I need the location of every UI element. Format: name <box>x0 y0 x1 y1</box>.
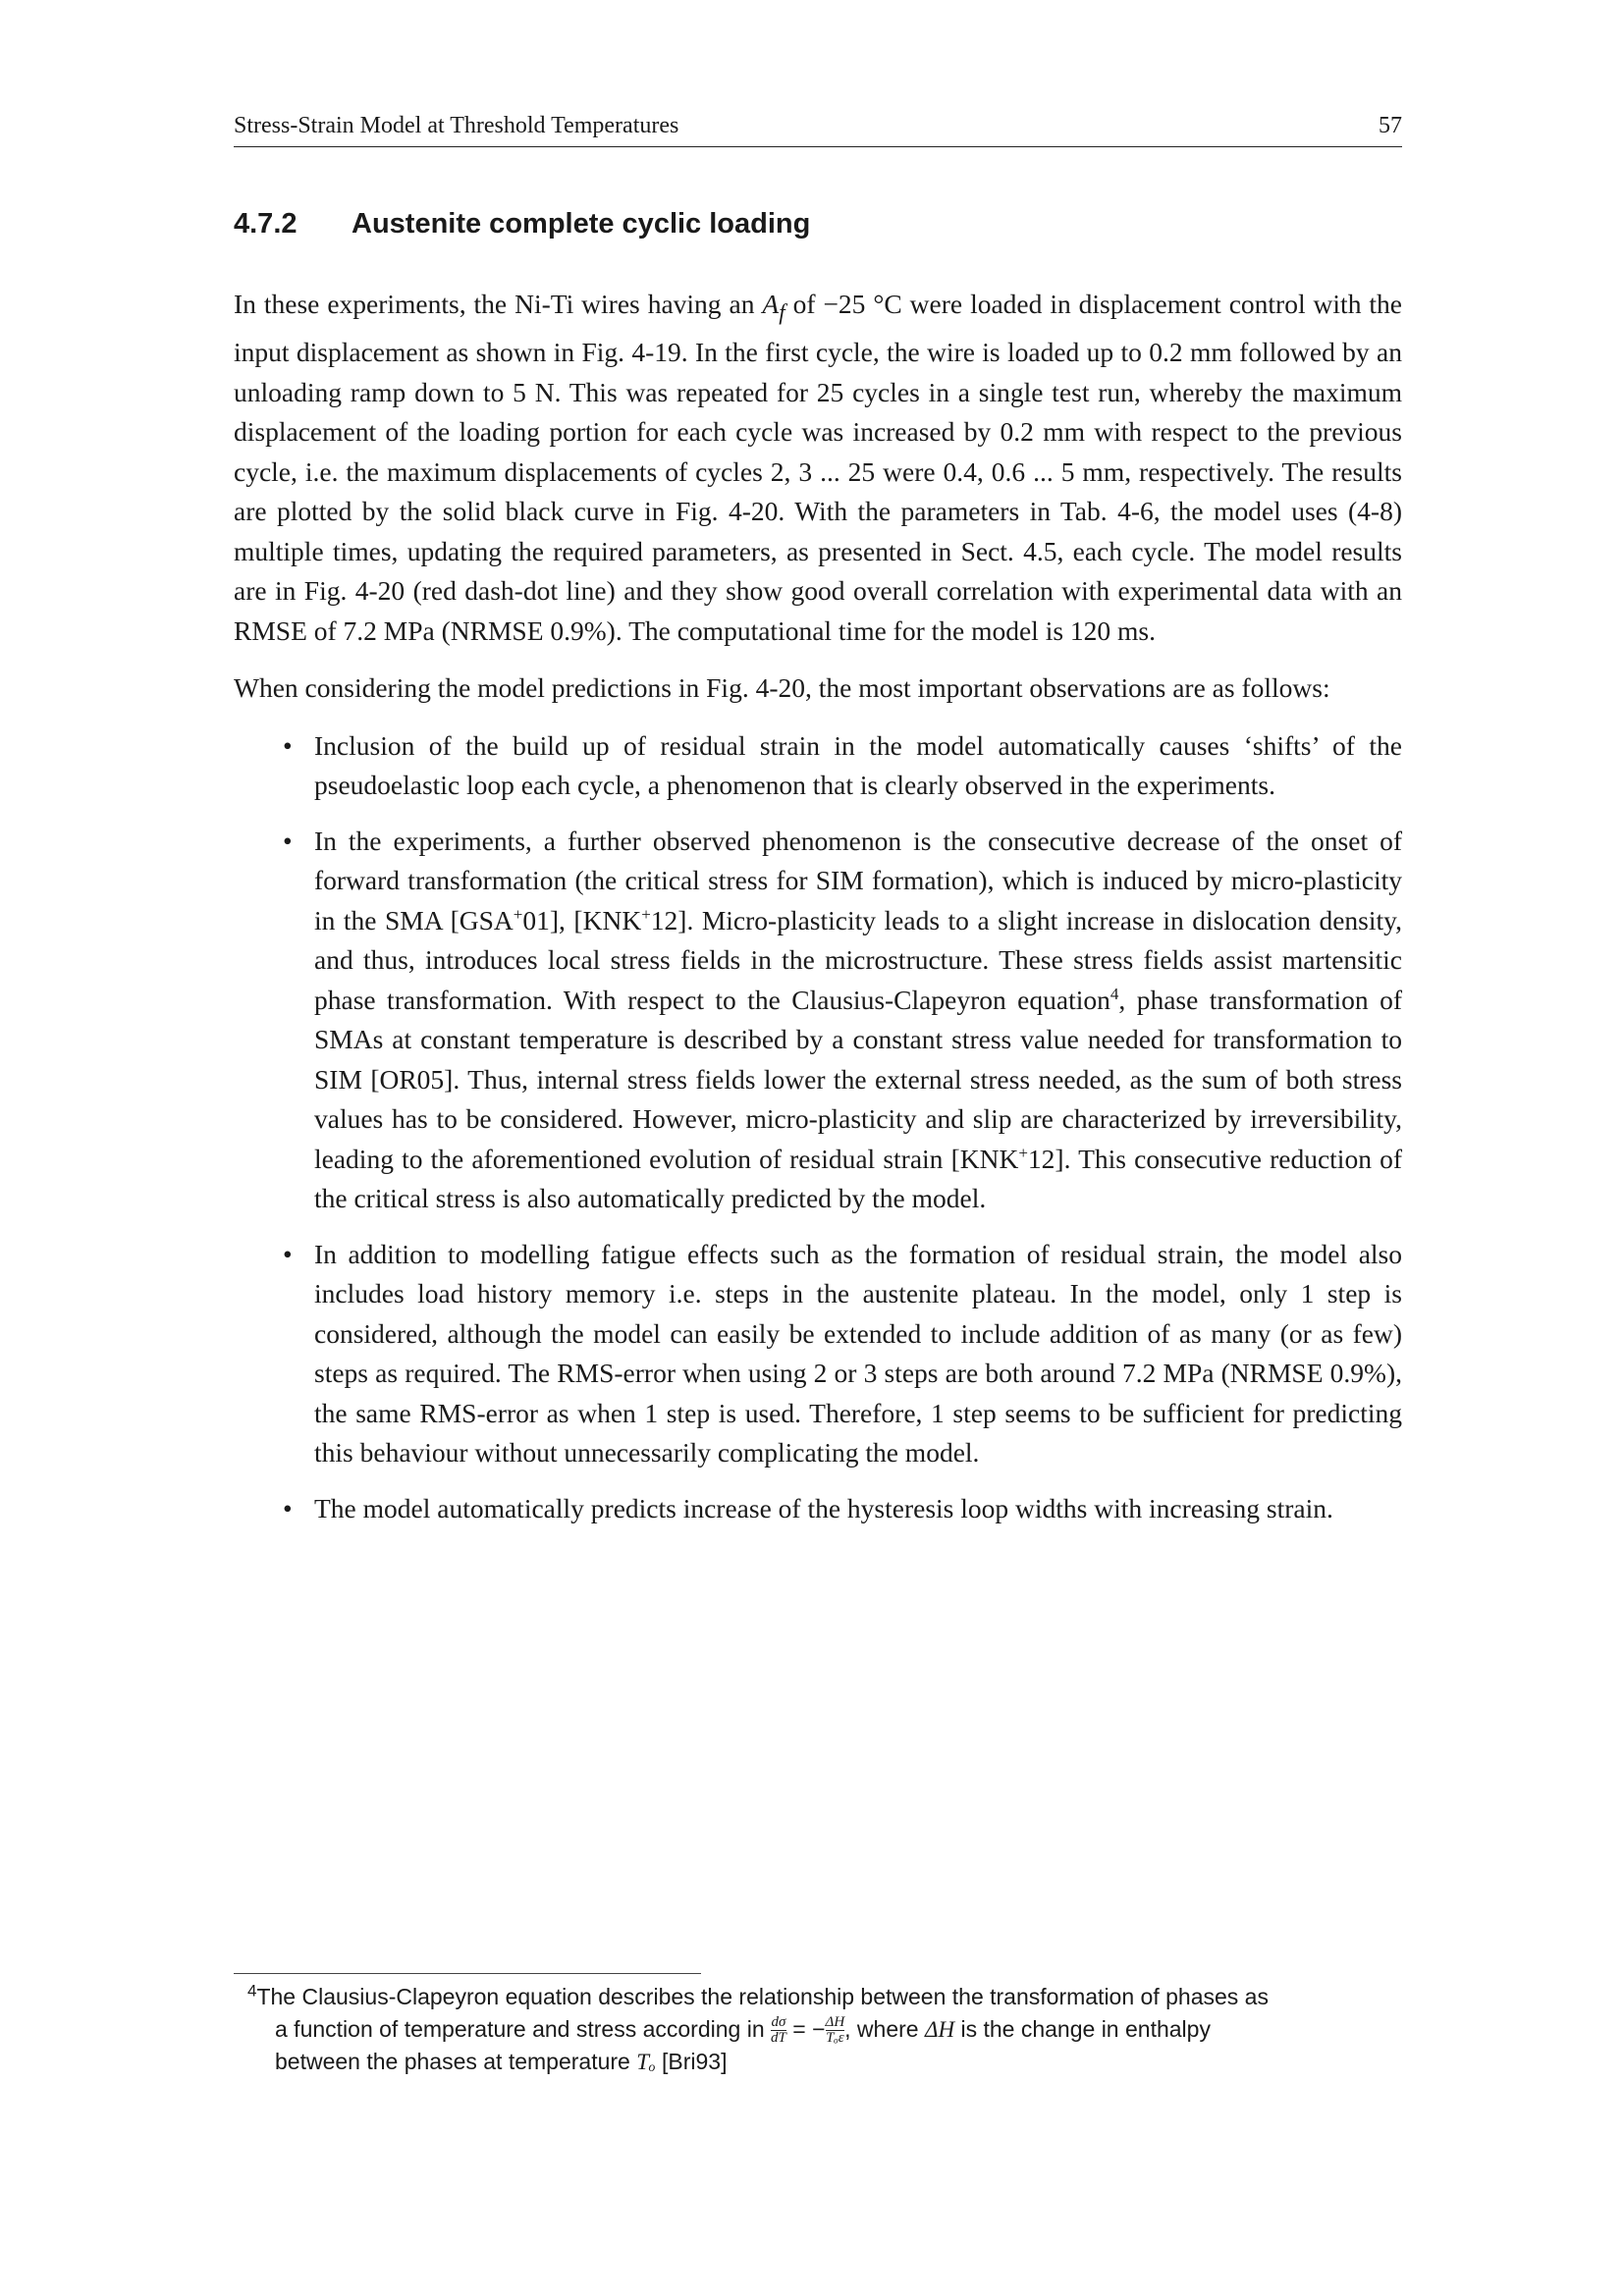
text: 01], [KNK <box>522 904 642 935</box>
text: 12]. Micro-plasticity leads to a slight increase in dislocation density, and thus, introduces local stress fields in the microstructure. These stress fields assist martensitic phase transformation. With respect to the Clausius-Clapeyron equation <box>314 904 1403 1015</box>
text: Inclusion of the build up of residual strain in the model automatically causes ‘shifts’ of the pseudoelastic loop each cycle, a phenomenon that is clearly observed in the experiments. <box>314 729 1402 800</box>
text: The model automatically predicts increase of the hysteresis loop widths with increasing strain. <box>314 1492 1333 1523</box>
text: The Clausius-Clapeyron equation describes the relationship between the transformation of phases as <box>256 1984 1269 2009</box>
numerator: ΔH <box>825 2014 845 2031</box>
text: , phase transformation of SMAs at constant temperature is described by a constant stress value needed for transformation to SIM [OR05]. Thus, internal stress fields lower the external stress needed, as the sum of both stress values has to be considered. However, micro-plasticity and slip are characterized by irreversibility, leading to the aforementioned evolution of residual strain [KNK <box>314 984 1403 1174</box>
running-title: Stress-Strain Model at Threshold Temperatures <box>234 113 679 138</box>
text: In addition to modelling fatigue effects such as the formation of residual strain, the model also includes load history memory i.e. steps in the austenite plateau. In the model, only 1 step is considered, although the model can easily be extended to include addition of as many (or as few) steps as required. The RMS-error when using 2 or 3 steps are both around 7.2 MPa (NRMSE 0.9%), the same RMS-error as when 1 step is used. Therefore, 1 step seems to be sufficient for predicting this behaviour without unnecessarily complicating the model. <box>314 1238 1402 1468</box>
footnote-line <box>247 2013 1402 2046</box>
denominator: Tₒε <box>826 2030 844 2047</box>
text: , where <box>844 2016 925 2042</box>
text: of −25 °C were loaded in displacement control with the input displacement as shown in Fig. 4-19. In the first cycle, the wire is loaded up to 0.2 mm followed by an unloading ramp down to 5 N. This was repeated for 25 cycles in a single test run, whereby the maximum displacement of the loading portion for each cycle was increased by 0.2 mm with respect to the previous cycle, i.e. the maximum displacements of cycles 2, 3 ... 25 were 0.4, 0.6 ... 5 mm, respectively. The results are plotted by the solid black curve in Fig. 4-20. With the parameters in Tab. 4-6, the model uses (4-8) multiple times, updating the required parameters, as presented in Sect. 4.5, each cycle. The model results are in Fig. 4-20 (red dash-dot line) and they show good overall correlation with experimental data with an RMSE of 7.2 MPa (NRMSE 0.9%). The computational time for the model is 120 ms. <box>234 289 1402 646</box>
bullet-icon: • <box>283 1492 293 1523</box>
math: Tₒ <box>636 2050 656 2075</box>
sup: + <box>1018 1143 1028 1162</box>
section-title: Austenite complete cyclic loading <box>352 208 811 240</box>
fraction <box>826 2015 845 2046</box>
footnote-line <box>247 2046 1402 2078</box>
footnote <box>247 1981 1402 2078</box>
observation-list <box>234 726 1402 1529</box>
running-header <box>234 110 1402 147</box>
bullet-icon: • <box>283 1238 293 1269</box>
math-sub: f <box>779 299 785 325</box>
list-item <box>234 726 1402 806</box>
bullet-icon: • <box>283 729 293 761</box>
text: is the change in enthalpy <box>954 2016 1211 2042</box>
bullet-icon: • <box>283 825 293 856</box>
text: a function of temperature and stress according in <box>275 2016 772 2042</box>
math: ΔH <box>924 2017 955 2042</box>
text: = − <box>785 2016 826 2042</box>
list-item <box>234 822 1402 1219</box>
footnote-divider <box>234 1973 701 1974</box>
paragraph-1 <box>234 285 1402 651</box>
list-item <box>234 1235 1402 1473</box>
list-item <box>234 1489 1402 1529</box>
text: In the experiments, a further observed phenomenon is the consecutive decrease of the onset of forward transformation (the critical stress for SIM formation), which is induced by micro-plasticity in the SMA [GSA <box>314 825 1402 935</box>
denominator: dT <box>771 2030 786 2047</box>
text: In these experiments, the Ni-Ti wires having an <box>234 289 763 319</box>
paragraph-2: When considering the model predictions in Fig. 4-20, the most important observations are as follows: <box>234 672 1330 703</box>
text: [Bri93] <box>655 2049 728 2075</box>
footnote-ref[interactable]: 4 <box>1110 984 1119 1003</box>
sup: + <box>513 904 523 924</box>
sup: + <box>641 904 651 924</box>
section-number: 4.7.2 <box>234 208 298 240</box>
page-number: 57 <box>1379 113 1402 138</box>
fraction <box>771 2015 786 2046</box>
section-heading <box>234 208 810 240</box>
footnote-mark: 4 <box>247 1981 257 2001</box>
math-af: A <box>762 289 780 319</box>
body-text <box>234 285 1402 1544</box>
text: between the phases at temperature <box>275 2049 637 2075</box>
numerator: dσ <box>771 2014 786 2031</box>
text: 12]. This consecutive reduction of the critical stress is also automatically predicted by the model. <box>314 1143 1402 1213</box>
